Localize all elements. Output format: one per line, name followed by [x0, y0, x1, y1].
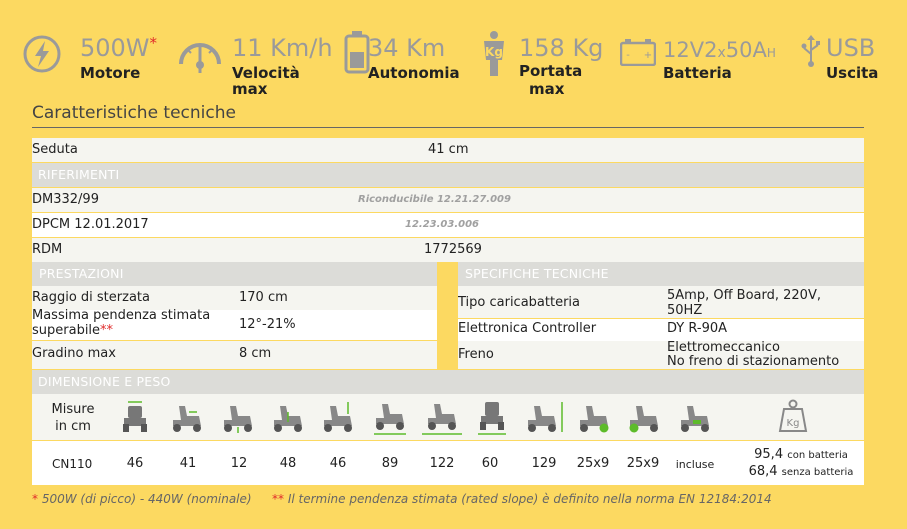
spec-autonomia — [344, 28, 474, 98]
scooter-front-width-icon — [120, 398, 150, 434]
row-controller — [458, 319, 864, 341]
gradino-value: 8 cm — [239, 346, 272, 361]
gradino-label: Gradino max — [32, 346, 116, 361]
svg-text:+: + — [643, 50, 653, 61]
specifiche-heading — [458, 262, 864, 286]
scooter-seat-height-icon — [268, 398, 308, 434]
dimension-value: 12 — [230, 456, 248, 471]
seduta-value: 41 cm — [428, 142, 469, 157]
scooter-ground-clearance-icon — [218, 398, 258, 434]
caricabatteria-label: Tipo caricabatteria — [458, 295, 581, 310]
pendenza-label-1: Massima pendenza stimata — [32, 308, 211, 323]
dimension-value: 46 — [126, 456, 144, 471]
battery-label: Batteria — [663, 64, 732, 82]
controller-value: DY R-90A — [667, 321, 728, 336]
weight-with-battery: 95,4 con batteria — [754, 447, 848, 462]
motor-label: Motore — [80, 64, 141, 82]
misure-label-2: in cm — [55, 419, 91, 434]
payload-label-2: max — [529, 80, 565, 98]
dimensioni-heading-text: DIMENSIONE E PESO — [38, 374, 171, 389]
row-gradino — [32, 341, 437, 369]
prestazioni-heading-text: PRESTAZIONI — [39, 266, 124, 281]
freno-value-1: Elettromeccanico — [667, 340, 780, 355]
range-label: Autonomia — [368, 64, 460, 82]
footnote-power: * 500W (di picco) - 440W (nominale) — [32, 492, 252, 506]
row-pendenza — [32, 310, 437, 340]
weight-without-battery: 68,4 senza batteria — [748, 464, 854, 479]
controller-label: Elettronica Controller — [458, 321, 597, 336]
spec-uscita — [800, 28, 900, 98]
usb-value: USB — [826, 34, 876, 62]
motor-power-value: 500W* — [80, 34, 158, 62]
specifiche-heading-text: SPECIFICHE TECNICHE — [465, 266, 609, 281]
dimensioni-heading — [32, 370, 864, 394]
usb-icon — [800, 34, 822, 68]
usb-label: Uscita — [826, 64, 879, 82]
row-rdm — [32, 238, 864, 262]
panel-divider — [437, 262, 458, 369]
spec-portata — [476, 28, 616, 98]
dimension-value: 25x9 — [576, 456, 610, 471]
freno-label: Freno — [458, 347, 494, 362]
spec-velocita — [176, 28, 346, 98]
pendenza-label-2: superabile** — [32, 323, 114, 338]
dimension-value: 41 — [179, 456, 197, 471]
lightning-icon — [22, 34, 62, 74]
scooter-length-icon — [370, 398, 410, 438]
row-freno — [458, 341, 864, 369]
riferimenti-heading — [32, 163, 864, 187]
scooter-rear-wheel-icon — [624, 398, 664, 434]
raggio-value: 170 cm — [239, 290, 288, 305]
scooter-total-length-icon — [420, 398, 464, 438]
scooter-battery-icon — [675, 398, 715, 434]
battery-icon — [344, 30, 370, 74]
dimension-value: 60 — [481, 456, 499, 471]
prestazioni-heading — [32, 262, 437, 286]
weight-icon — [778, 399, 808, 433]
svg-text:-: - — [626, 50, 630, 61]
svg-text:Kg: Kg — [786, 418, 800, 429]
payload-label-1: Portata — [519, 62, 583, 80]
speed-value: 11 Km/h — [232, 34, 333, 62]
row-raggio — [32, 286, 437, 310]
speed-label-1: Velocità — [232, 64, 300, 82]
misure-label — [48, 401, 98, 435]
rdm-label: RDM — [32, 242, 63, 257]
rdm-value: 1772569 — [424, 242, 482, 257]
raggio-label: Raggio di sterzata — [32, 290, 150, 305]
dpcm-label: DPCM 12.01.2017 — [32, 217, 149, 232]
scooter-total-width-icon — [477, 398, 507, 438]
scooter-total-height-icon — [522, 398, 566, 438]
dimension-value: incluse — [675, 458, 715, 471]
caricabatteria-value-2: 50HZ — [667, 303, 703, 318]
row-dpcm — [32, 213, 864, 237]
dimension-value: 89 — [381, 456, 399, 471]
dimension-value: 46 — [329, 456, 347, 471]
seduta-label: Seduta — [32, 142, 78, 157]
spec-motore — [22, 28, 172, 98]
caricabatteria-value-1: 5Amp, Off Board, 220V, — [667, 288, 821, 303]
freno-value-2: No freno di stazionamento — [667, 354, 840, 369]
speedometer-icon — [176, 34, 224, 74]
pendenza-value: 12°-21% — [239, 317, 296, 332]
scooter-seat-width-icon — [167, 398, 207, 434]
row-dm332 — [32, 188, 864, 212]
dpcm-value: 12.23.03.006 — [405, 219, 480, 230]
payload-value: 158 Kg — [519, 34, 604, 62]
footnote-slope: ** Il termine pendenza stimata (rated slope) è definito nella norma EN 12184:2014 — [272, 492, 772, 506]
range-value: 34 Km — [368, 34, 446, 62]
battery-value: 12V2x50AH — [663, 38, 776, 62]
dimension-value: 48 — [279, 456, 297, 471]
dimension-value: 129 — [531, 456, 557, 471]
spec-batteria — [620, 28, 800, 98]
car-battery-icon — [620, 38, 656, 66]
row-seduta — [32, 138, 864, 162]
row-caricabatteria — [458, 286, 864, 318]
scooter-front-wheel-icon — [574, 398, 614, 434]
svg-text:Kg: Kg — [485, 45, 503, 59]
dimension-value: 25x9 — [626, 456, 660, 471]
dimension-value: 122 — [429, 456, 455, 471]
model-name: CN110 — [52, 457, 93, 471]
dm332-label: DM332/99 — [32, 192, 99, 207]
misure-label-1: Misure — [51, 402, 95, 417]
dm332-value: Riconducibile 12.21.27.009 — [358, 194, 511, 205]
title-divider — [32, 127, 864, 128]
speed-label-2: max — [232, 80, 268, 98]
person-weight-icon — [476, 30, 512, 78]
scooter-backrest-height-icon — [318, 398, 358, 434]
riferimenti-heading-text: RIFERIMENTI — [38, 167, 120, 182]
section-title: Caratteristiche tecniche — [32, 103, 236, 123]
